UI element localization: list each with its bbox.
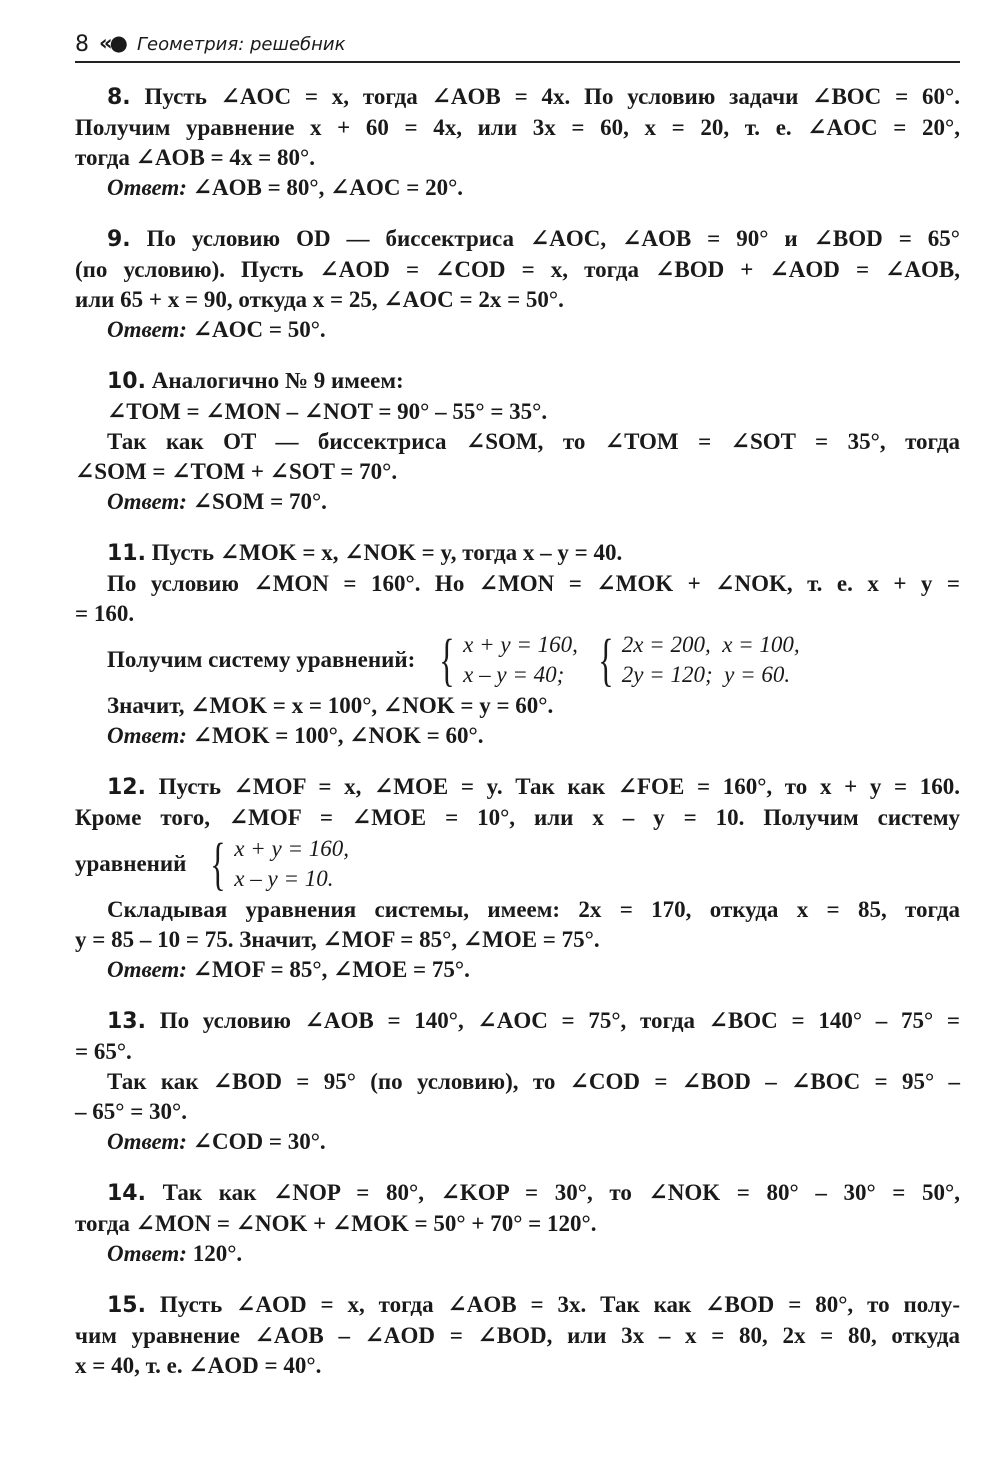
problem-14: [75, 1178, 960, 1269]
problem-15: [75, 1290, 960, 1381]
problem-line: – 65° = 30°.: [75, 1099, 188, 1124]
problem-12: [75, 772, 960, 985]
problem-line: (по условию). Пусть ∠AOD = ∠COD = x, тогда ∠BOD + ∠AOD = ∠AOB,: [75, 257, 960, 282]
problem-line: чим уравнение ∠AOB – ∠AOD = ∠BOD, или 3x – x = 80, 2x = 80, откуда: [75, 1323, 960, 1348]
problem-line: x = 40, т. е. ∠AOD = 40°.: [75, 1353, 322, 1378]
header-rule: [75, 61, 960, 63]
answer-text: 120°.: [192, 1241, 243, 1266]
equation-system: [204, 831, 349, 896]
page-content: [75, 82, 960, 1402]
problem-number: 9.: [107, 227, 131, 252]
answer-text: ∠AOB = 80°, ∠AOC = 20°.: [192, 175, 464, 200]
answer-line: [75, 721, 960, 751]
equation-system-solved: [592, 627, 800, 692]
answer-label: Ответ:: [107, 489, 187, 514]
answer-label: Ответ:: [107, 1129, 187, 1154]
problem-line: тогда ∠AOB = 4x = 80°.: [75, 145, 315, 170]
answer-label: Ответ:: [107, 957, 187, 982]
problem-line: 12. Пусть ∠MOF = x, ∠MOE = y. Так как ∠FOE = 160°, то x + y = 160.: [107, 774, 961, 800]
problem-line: По условию ∠MON = 160°. Но ∠MON = ∠MOK + ∠NOK, т. е. x + y =: [107, 571, 960, 596]
equation: 2x = 200, x = 100,: [621, 632, 800, 657]
problem-line: Так как ∠BOD = 95° (по условию), то ∠COD = ∠BOD – ∠BOC = 95° –: [107, 1069, 960, 1094]
answer-text: ∠SOM = 70°.: [192, 489, 327, 514]
problem-11: [75, 538, 960, 751]
equation-system-row: [75, 629, 960, 691]
problem-line: = 65°.: [75, 1039, 132, 1064]
problem-line: или 65 + x = 90, откуда x = 25, ∠AOC = 2x = 50°.: [75, 287, 564, 312]
answer-label: Ответ:: [107, 175, 187, 200]
problem-line: Получим уравнение x + 60 = 4x, или 3x = 60, x = 20, т. е. ∠AOC = 20°,: [75, 115, 960, 140]
answer-line: [75, 1239, 960, 1269]
problem-number: 12.: [107, 775, 146, 800]
answer-line: [75, 955, 960, 985]
answer-label: Ответ:: [107, 723, 187, 748]
problem-number: 10.: [107, 369, 146, 394]
problem-line: 15. Пусть ∠AOD = x, тогда ∠AOB = 3x. Так как ∠BOD = 80°, то полу-: [107, 1292, 961, 1318]
brace-icon: {: [439, 627, 455, 692]
problem-line: 11. Пусть ∠MOK = x, ∠NOK = y, тогда x – y = 40.: [107, 540, 623, 566]
problem-8: [75, 82, 960, 203]
equation: x – y = 10.: [234, 866, 334, 891]
problem-line: 14. Так как ∠NOP = 80°, ∠KOP = 30°, то ∠NOK = 80° – 30° = 50°,: [107, 1180, 960, 1206]
brace-icon: {: [598, 627, 614, 692]
answer-line: [75, 1127, 960, 1157]
page-header: [75, 28, 960, 64]
equation: 2y = 120; y = 60.: [621, 662, 791, 687]
problem-number: 14.: [107, 1181, 146, 1206]
problem-9: [75, 224, 960, 345]
answer-text: ∠AOC = 50°.: [192, 317, 326, 342]
problem-line: Значит, ∠MOK = x = 100°, ∠NOK = y = 60°.: [107, 693, 554, 718]
page-number: 8: [75, 32, 89, 57]
answer-line: [75, 487, 960, 517]
problem-10: [75, 366, 960, 517]
problem-number: 11.: [107, 541, 146, 566]
problem-line: Так как OT — биссектриса ∠SOM, то ∠TOM = ∠SOT = 35°, тогда: [107, 429, 960, 454]
problem-number: 15.: [107, 1293, 146, 1318]
problem-number: 13.: [107, 1009, 146, 1034]
problem-line: тогда ∠MON = ∠NOK + ∠MOK = 50° + 70° = 120°.: [75, 1211, 597, 1236]
system-label: уравнений: [75, 851, 187, 876]
problem-line: 13. По условию ∠AOB = 140°, ∠AOC = 75°, тогда ∠BOC = 140° – 75° =: [107, 1008, 960, 1034]
problem-line: y = 85 – 10 = 75. Значит, ∠MOF = 85°, ∠MOE = 75°.: [75, 927, 600, 952]
equation: x + y = 160,: [463, 632, 578, 657]
brace-icon: {: [210, 831, 227, 896]
running-title: Геометрия: решебник: [137, 34, 346, 55]
problem-number: 8.: [107, 85, 131, 110]
equation-system-row: [75, 833, 960, 895]
problem-line: ∠SOM = ∠TOM + ∠SOT = 70°.: [75, 459, 398, 484]
answer-text: ∠MOF = 85°, ∠MOE = 75°.: [192, 957, 470, 982]
equation-system: [433, 627, 578, 692]
equation: x + y = 160,: [234, 836, 349, 861]
header-marker-icon: «●: [99, 31, 125, 55]
problem-line: 8. Пусть ∠AOC = x, тогда ∠AOB = 4x. По условию задачи ∠BOC = 60°.: [107, 84, 960, 110]
problem-line: 9. По условию OD — биссектриса ∠AOC, ∠AOB = 90° и ∠BOD = 65°: [107, 226, 961, 252]
problem-line: 10. Аналогично № 9 имеем:: [107, 368, 404, 394]
problem-line: Кроме того, ∠MOF = ∠MOE = 10°, или x – y = 10. Получим систему: [75, 805, 960, 830]
answer-text: ∠COD = 30°.: [192, 1129, 326, 1154]
answer-line: [75, 315, 960, 345]
equation: x – y = 40;: [463, 662, 565, 687]
answer-text: ∠MOK = 100°, ∠NOK = 60°.: [192, 723, 484, 748]
problem-line: Складывая уравнения системы, имеем: 2x = 170, откуда x = 85, тогда: [107, 897, 960, 922]
problem-13: [75, 1006, 960, 1157]
problem-line: = 160.: [75, 601, 135, 626]
problem-line: ∠TOM = ∠MON – ∠NOT = 90° – 55° = 35°.: [107, 399, 548, 424]
answer-label: Ответ:: [107, 317, 187, 342]
answer-label: Ответ:: [107, 1241, 187, 1266]
system-label: Получим систему уравнений:: [107, 647, 416, 672]
answer-line: [75, 173, 960, 203]
